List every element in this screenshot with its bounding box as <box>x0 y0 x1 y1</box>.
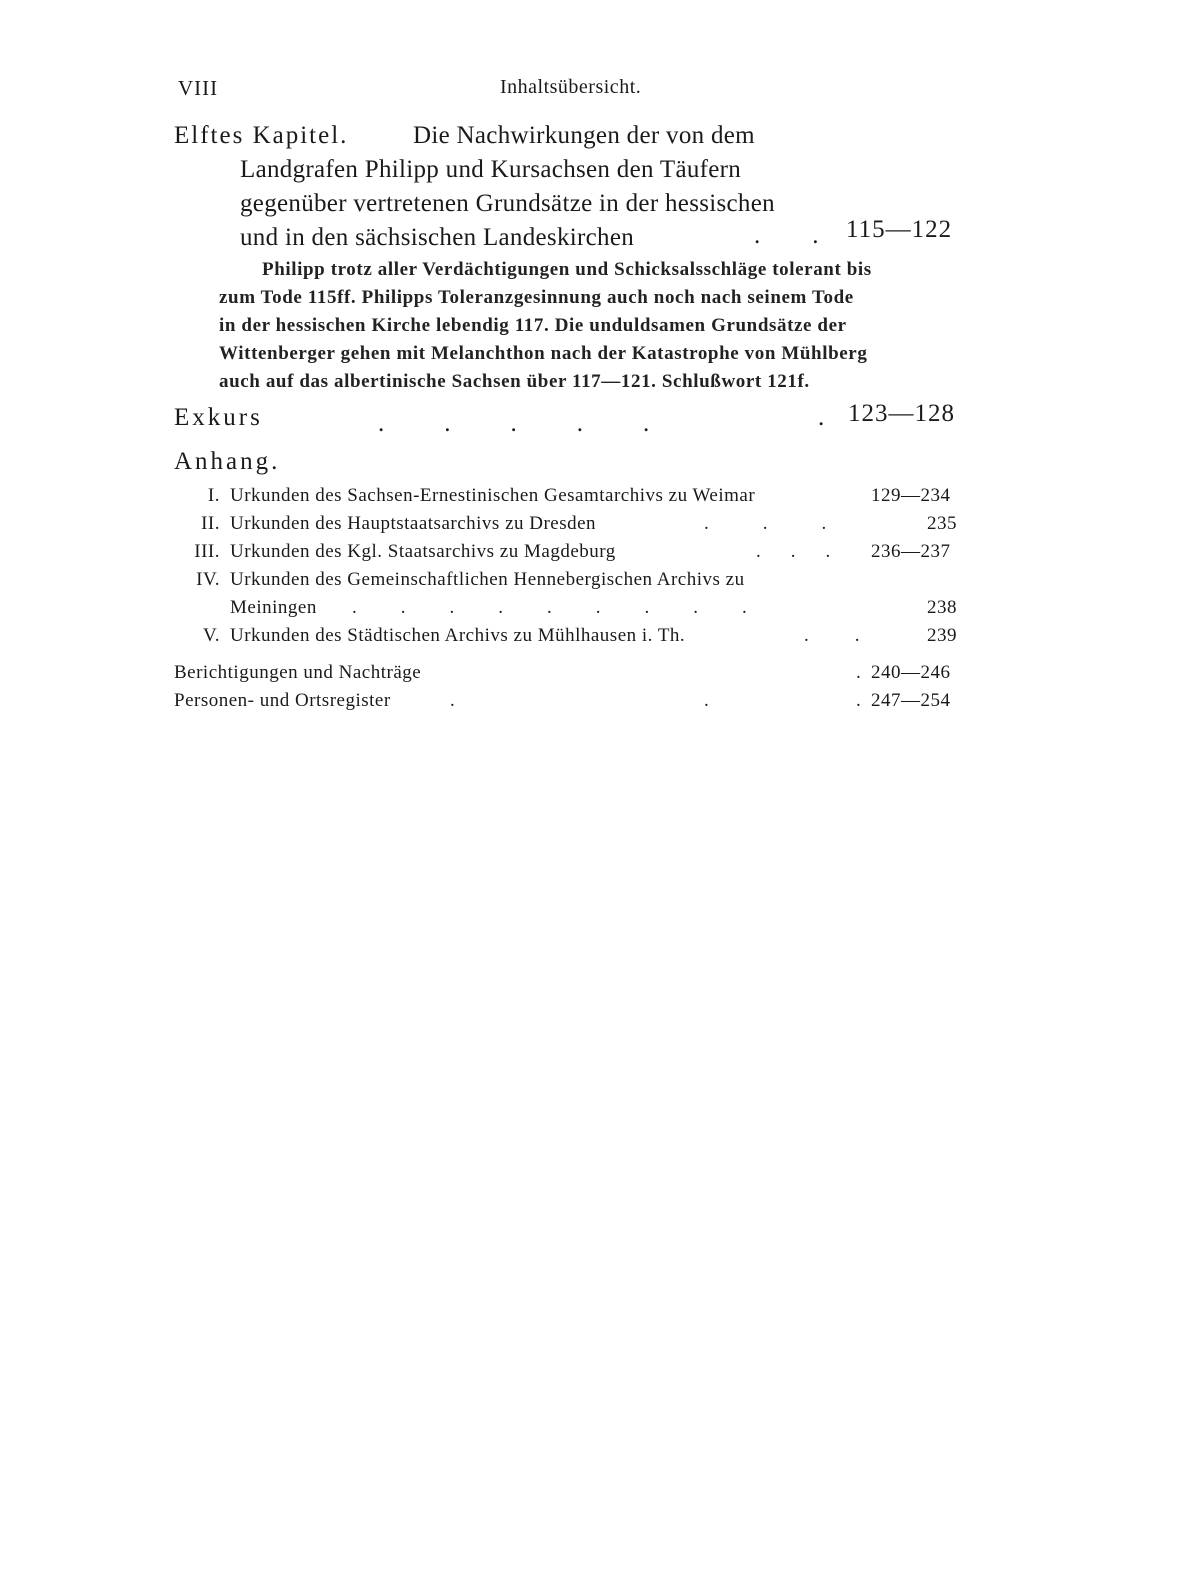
appendix-item-text: Urkunden des Kgl. Staatsarchivs zu Magdeburg <box>230 541 616 562</box>
page-number: VIII <box>178 76 219 100</box>
appendix-item-text: Urkunden des Sachsen-Ernestinischen Gesamtarchivs zu Weimar <box>230 485 756 506</box>
appendix-item-number: II. <box>201 513 220 534</box>
chapter-title-line: Die Nachwirkungen der von dem <box>413 122 755 149</box>
leader-dots: ... <box>704 513 881 534</box>
summary-line: Wittenberger gehen mit Melanchthon nach der Katastrophe von Mühlberg <box>219 343 868 364</box>
chapter-pages: 115—122 <box>846 216 953 243</box>
chapter-label: Elftes Kapitel. <box>174 122 349 149</box>
leader-dots: . <box>856 662 862 683</box>
appendix-item-pages: 235 <box>927 513 957 534</box>
anhang-label: Anhang. <box>174 448 281 475</box>
leader-dots: ......... <box>352 597 791 618</box>
running-title: Inhaltsübersicht. <box>500 76 642 98</box>
appendix-item-number: III. <box>194 541 220 562</box>
appendix-item-pages: 236—237 <box>871 541 951 562</box>
appendix-item-text: Urkunden des Städtischen Archivs zu Mühlhausen i. Th. <box>230 625 686 646</box>
exkurs-pages: 123—128 <box>848 400 955 427</box>
leader-dots: . <box>450 690 456 711</box>
summary-line: auch auf das albertinische Sachsen über 117—121. Schlußwort 121f. <box>219 371 810 392</box>
chapter-title-line: gegenüber vertretenen Grundsätze in der hessischen <box>240 190 775 217</box>
leader-dots: . <box>856 690 862 711</box>
appendix-item-text: Urkunden des Gemeinschaftlichen Hennebergischen Archivs zu <box>230 569 745 590</box>
summary-line: in der hessischen Kirche lebendig 117. Die unduldsamen Grundsätze der <box>219 315 847 336</box>
appendix-item-pages: 129—234 <box>871 485 951 506</box>
appendix-item-pages: 239 <box>927 625 957 646</box>
leader-dots: .. <box>804 625 906 646</box>
leader-dots: .. <box>754 222 871 249</box>
appendix-item-number: V. <box>202 625 220 646</box>
chapter-title-line: Landgrafen Philipp und Kursachsen den Täufern <box>240 156 742 183</box>
back-matter-item: Personen- und Ortsregister <box>174 690 391 711</box>
leader-dots: ... <box>756 541 861 562</box>
leader-dots: . <box>818 404 825 431</box>
appendix-item-text-continued: Meiningen <box>230 597 317 618</box>
back-matter-pages: 240—246 <box>871 662 951 683</box>
appendix-item-pages: 238 <box>927 597 957 618</box>
back-matter-pages: 247—254 <box>871 690 951 711</box>
appendix-item-text: Urkunden des Hauptstaatsarchivs zu Dresden <box>230 513 597 534</box>
summary-line: Philipp trotz aller Verdächtigungen und Schicksalsschläge tolerant bis <box>262 259 872 280</box>
leader-dots: ..... <box>378 410 710 437</box>
chapter-title-line: und in den sächsischen Landeskirchen <box>240 224 635 251</box>
leader-dots: . <box>704 690 710 711</box>
exkurs-label: Exkurs <box>174 404 263 431</box>
appendix-item-number: I. <box>207 485 220 506</box>
summary-line: zum Tode 115ff. Philipps Toleranzgesinnung auch noch nach seinem Tode <box>219 287 854 308</box>
appendix-item-number: IV. <box>196 569 220 590</box>
back-matter-item: Berichtigungen und Nachträge <box>174 662 422 683</box>
